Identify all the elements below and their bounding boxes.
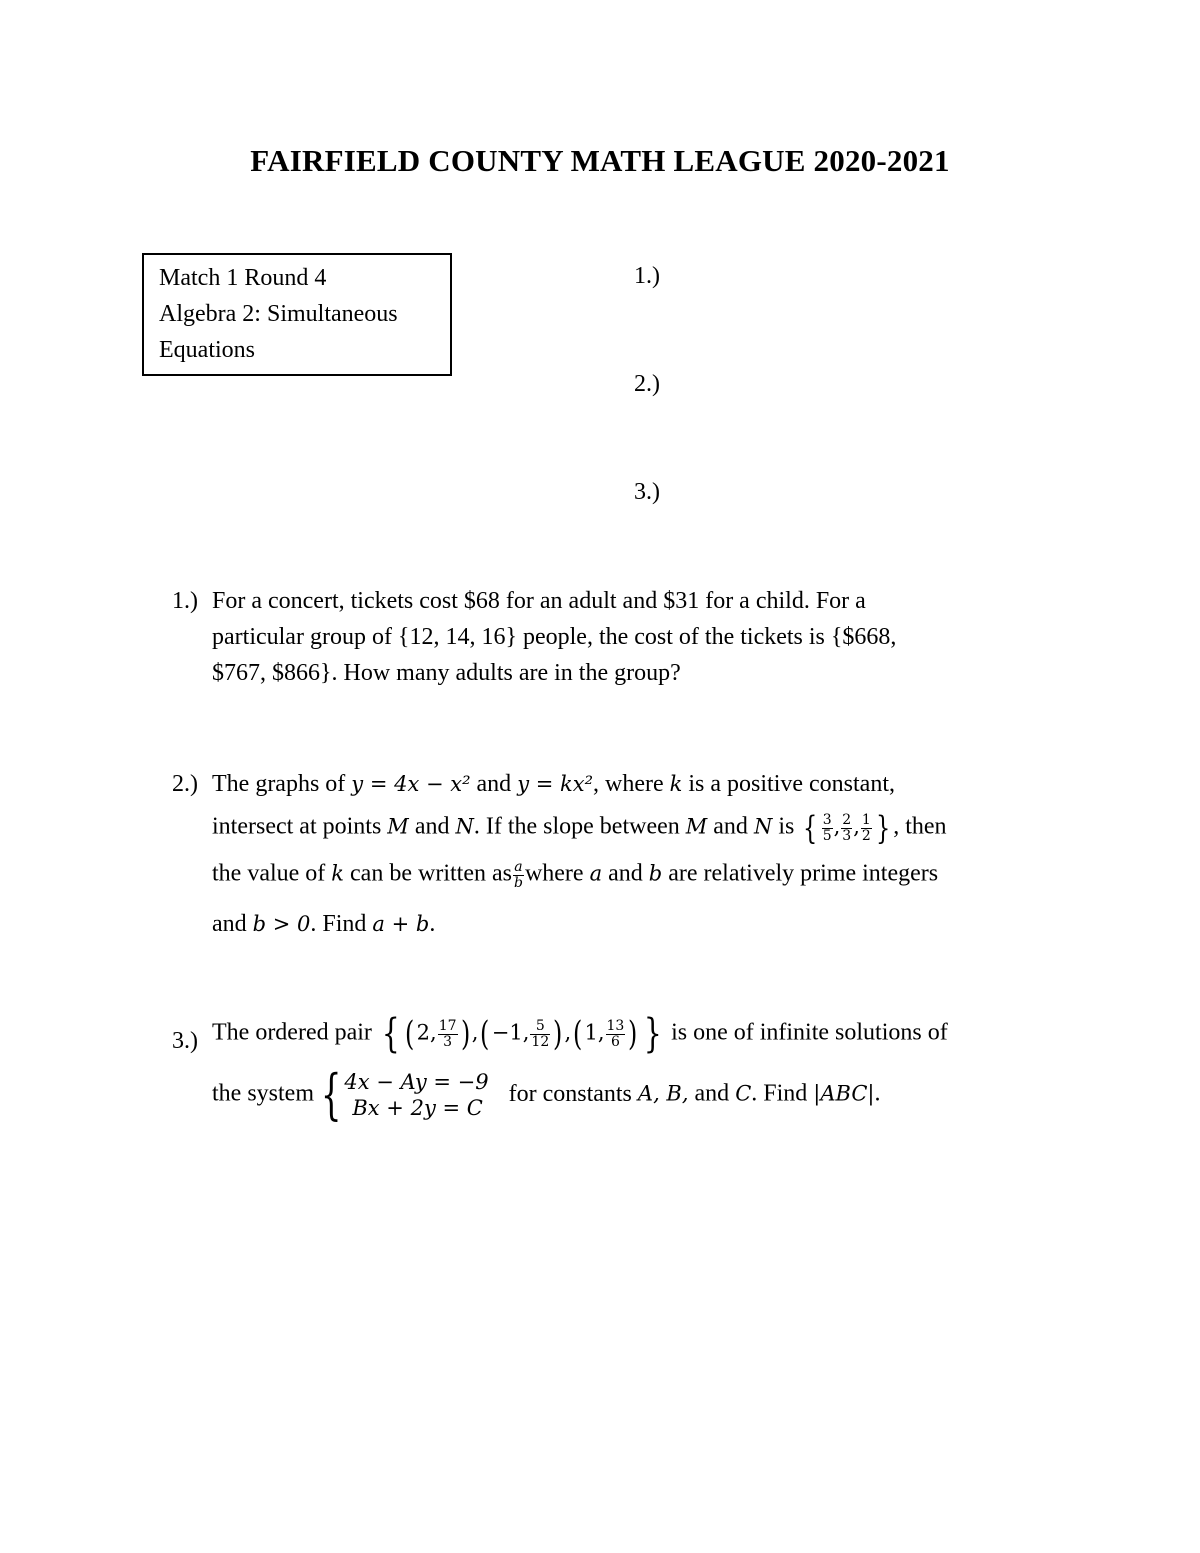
- question-text: The ordered pair: [212, 1019, 372, 1046]
- question-3-line-1: The ordered pair { (2, $\frac{17}{3}$ ),(−1, $\frac{5}{12}$ ),(1, $\frac{13}{6}$ ) } is one of infinite solutions of: [212, 1011, 948, 1057]
- question-text: the system: [212, 1080, 314, 1107]
- question-text: . Find: [751, 1080, 808, 1107]
- question-2-line-1: [212, 771, 895, 798]
- question-text: are relatively prime integers: [668, 860, 939, 887]
- topic-label: Algebra 2: Simultaneous: [159, 301, 398, 327]
- question-2-line-3: [212, 860, 938, 890]
- constants-list: A, B,: [637, 1081, 689, 1106]
- fraction-a-over-b: $\frac{a}{b}$: [513, 859, 523, 891]
- system-equation-1: 4x − Ay = −9: [344, 1069, 489, 1094]
- pair-x: 2: [416, 1020, 431, 1045]
- variable-a: a: [589, 861, 603, 886]
- question-text: is a positive constant,: [688, 771, 895, 797]
- system-equation-2: Bx + 2y = C: [352, 1096, 483, 1120]
- variable-N: N: [753, 814, 773, 839]
- question-text: the value of: [212, 860, 326, 887]
- question-text: and: [713, 813, 748, 840]
- question-1-line: $767, $866}. How many adults are in the group?: [212, 660, 681, 686]
- question-text: is: [778, 813, 795, 840]
- question-3-number: 3.): [172, 1028, 198, 1054]
- question-text: is one of infinite solutions of: [671, 1019, 948, 1046]
- answer-label-1: 1.): [634, 263, 660, 289]
- pair-y: $\frac{17}{3}$: [438, 1017, 457, 1050]
- question-3-line-2: the system { 4x − Ay = −9 Bx + 2y = C for constants A, B, and C. Find |ABC|.: [212, 1063, 881, 1126]
- variable-k: k: [669, 772, 683, 796]
- answer-label-2: 2.): [634, 371, 660, 397]
- slope-option: $\frac{1}{2}$: [861, 811, 871, 844]
- question-text: and: [414, 813, 450, 840]
- question-text: . If the slope between: [473, 813, 680, 840]
- question-text: and: [608, 860, 643, 887]
- round-info-box: [142, 253, 452, 376]
- question-1-line: particular group of {12, 14, 16} people, the cost of the tickets is {$668,: [212, 624, 897, 650]
- variable-N: N: [455, 814, 474, 839]
- question-text: and: [212, 911, 247, 937]
- question-text: and: [476, 771, 512, 797]
- variable-M: M: [685, 814, 708, 839]
- question-text: intersect at points: [212, 813, 382, 840]
- question-text: can be written as: [350, 860, 512, 887]
- question-text: , where: [592, 771, 664, 797]
- variable-k: k: [331, 861, 345, 886]
- question-text: The graphs of: [212, 771, 346, 797]
- question-2-line-4: [212, 911, 435, 938]
- pair-x: 1: [584, 1020, 598, 1045]
- question-1-line: For a concert, tickets cost $68 for an adult and $31 for a child. For a: [212, 588, 866, 614]
- equation-system: [344, 1069, 488, 1122]
- pair-y: $\frac{13}{6}$: [606, 1017, 625, 1050]
- topic-label-continued: Equations: [159, 337, 255, 363]
- question-text: and: [694, 1080, 730, 1107]
- pair-y: $\frac{5}{12}$: [531, 1017, 550, 1050]
- question-text: .: [429, 911, 436, 937]
- equation-parabola: y = 4x − x²: [351, 772, 471, 796]
- slope-option: $\frac{2}{3}$: [842, 811, 852, 844]
- page-title: FAIRFIELD COUNTY MATH LEAGUE 2020-2021: [250, 143, 950, 178]
- question-text: for constants: [508, 1080, 632, 1107]
- pair-x: −1: [491, 1020, 523, 1045]
- target-expression: |ABC|: [813, 1081, 875, 1106]
- question-text: .: [874, 1080, 881, 1107]
- question-2-line-2: intersect at points M and N. If the slope between M and N is { $\frac{3}{5}$ , $\frac{2}{3}$ , $\frac{1}{2}$ } , then: [212, 809, 947, 847]
- slope-option: $\frac{3}{5}$: [822, 811, 832, 844]
- question-text: where: [524, 860, 584, 887]
- condition-b-positive: b > 0: [252, 912, 311, 936]
- question-2-number: 2.): [172, 771, 198, 797]
- question-text: . Find: [310, 911, 367, 937]
- question-1-number: 1.): [172, 588, 198, 614]
- match-round-label: Match 1 Round 4: [159, 265, 327, 291]
- answer-label-3: 3.): [634, 479, 660, 505]
- question-text: , then: [893, 813, 947, 840]
- constant-C: C: [735, 1081, 752, 1106]
- target-expression: a + b: [372, 912, 430, 936]
- equation-curve: y = kx²: [517, 772, 593, 796]
- variable-M: M: [387, 814, 409, 839]
- variable-b: b: [648, 861, 663, 886]
